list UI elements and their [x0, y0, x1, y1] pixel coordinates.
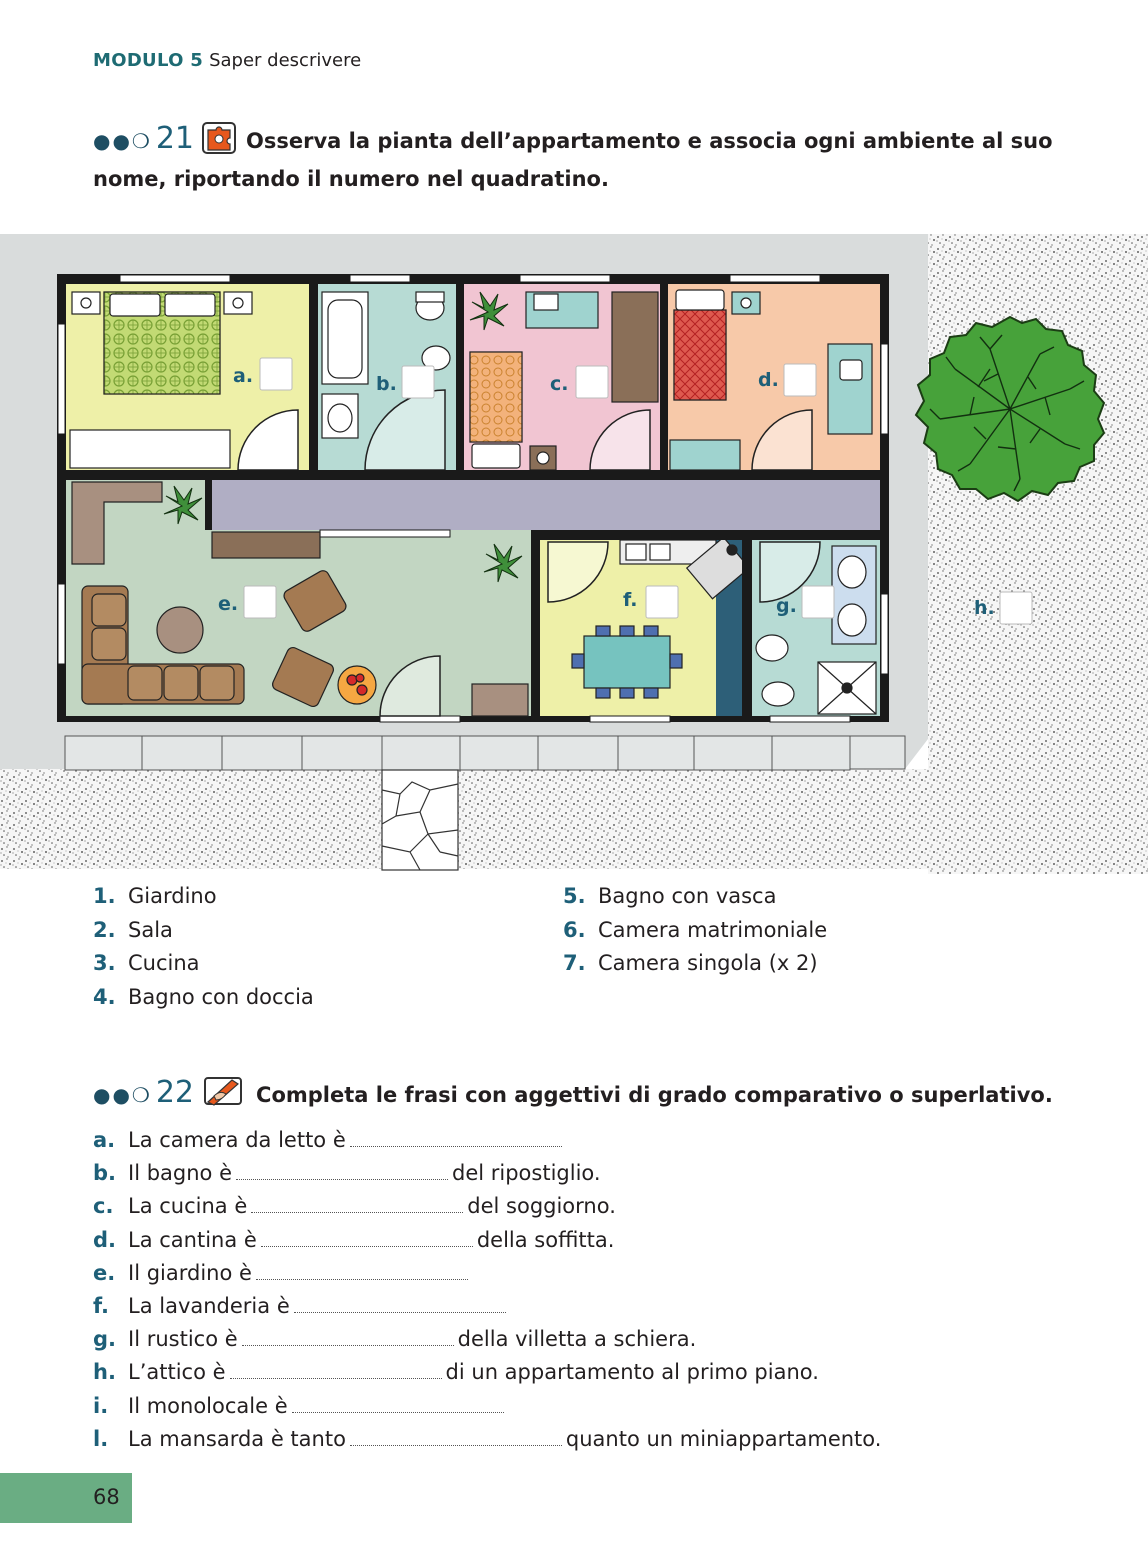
- instruction-text: Completa le frasi con aggettivi di grado comparativo o superlativo.: [256, 1083, 1053, 1107]
- room-label-d: d.: [758, 369, 779, 391]
- sentence-row: g. Il rustico è della villetta a schiera.: [93, 1327, 697, 1352]
- list-item: 5. Bagno con vasca: [563, 884, 777, 908]
- list-item: 4. Bagno con doccia: [93, 984, 314, 1009]
- blank-field[interactable]: [256, 1265, 468, 1280]
- answer-box-c[interactable]: [576, 366, 608, 398]
- module-label: MODULO 5: [93, 50, 204, 71]
- list-item: 1. Giardino: [93, 884, 217, 908]
- answer-box-g[interactable]: [802, 586, 834, 618]
- sentence-row: c. La cucina è del soggiorno.: [93, 1194, 616, 1219]
- sentence-row: h. L’attico è di un appartamento al primo piano.: [93, 1360, 819, 1385]
- answer-box-e[interactable]: [244, 586, 276, 618]
- corridor: [212, 480, 880, 530]
- sentence-list: [93, 1124, 881, 1456]
- list-item: 7. Camera singola (x 2): [563, 951, 818, 975]
- room-label-e: e.: [218, 593, 239, 615]
- puzzle-icon: [202, 122, 236, 163]
- room-label-h: h.: [974, 597, 995, 619]
- blank-field[interactable]: [251, 1198, 463, 1213]
- answer-box-f[interactable]: [646, 586, 678, 618]
- sentence-row: l. La mansarda è tanto quanto un miniappartamento.: [93, 1426, 882, 1451]
- exercise-21-title: [93, 122, 1053, 195]
- list-item: 2. Sala: [93, 917, 173, 942]
- sentence-row: a. La camera da letto è: [93, 1124, 881, 1157]
- answer-box-b[interactable]: [402, 366, 434, 398]
- answer-box-a[interactable]: [260, 358, 292, 390]
- instruction-line-1: Osserva la pianta dell’appartamento e associa ogni ambiente al suo: [246, 129, 1053, 153]
- sentence-row: b. Il bagno è del ripostiglio.: [93, 1161, 601, 1186]
- blank-field[interactable]: [294, 1298, 506, 1313]
- list-item: 3. Cucina: [93, 951, 200, 975]
- pencil-hand-icon: [202, 1074, 246, 1117]
- blank-field[interactable]: [292, 1398, 504, 1413]
- sentence-row: d. La cantina è della soffitta.: [93, 1227, 615, 1252]
- running-header: [93, 50, 361, 71]
- stone-path: [382, 770, 458, 870]
- sentence-row: f. La lavanderia è: [93, 1290, 881, 1323]
- room-label-c: c.: [550, 373, 569, 395]
- answer-box-h[interactable]: [1000, 592, 1032, 624]
- room-label-b: b.: [376, 373, 397, 395]
- blank-field[interactable]: [350, 1132, 562, 1147]
- room-label-a: a.: [233, 365, 254, 387]
- answer-box-d[interactable]: [784, 364, 816, 396]
- blank-field[interactable]: [261, 1232, 473, 1247]
- list-item: 6. Camera matrimoniale: [563, 917, 828, 942]
- page-number: 68: [93, 1485, 120, 1509]
- garden-gravel-bottom: [0, 769, 928, 869]
- blank-field[interactable]: [242, 1331, 454, 1346]
- blank-field[interactable]: [350, 1431, 562, 1446]
- exercise-number: 22: [155, 1075, 195, 1110]
- blank-field[interactable]: [230, 1364, 442, 1379]
- floor-plan: [0, 234, 1148, 874]
- difficulty-dots: ●●❍: [93, 1083, 152, 1107]
- exercise-number: 21: [155, 121, 195, 156]
- sentence-row: i. Il monolocale è: [93, 1390, 881, 1423]
- room-list-right: [563, 880, 827, 981]
- paving-tiles: [65, 736, 905, 770]
- difficulty-dots: ●●❍: [93, 129, 152, 153]
- room-list-left: [93, 880, 314, 1014]
- room-label-g: g.: [776, 595, 797, 617]
- exercise-22-title: [93, 1074, 1093, 1117]
- room-label-f: f.: [623, 589, 638, 611]
- sentence-row: e. Il giardino è: [93, 1257, 881, 1290]
- blank-field[interactable]: [236, 1165, 448, 1180]
- module-subtitle: Saper descrivere: [209, 50, 362, 71]
- instruction-line-2: nome, riportando il numero nel quadratino.: [93, 167, 609, 191]
